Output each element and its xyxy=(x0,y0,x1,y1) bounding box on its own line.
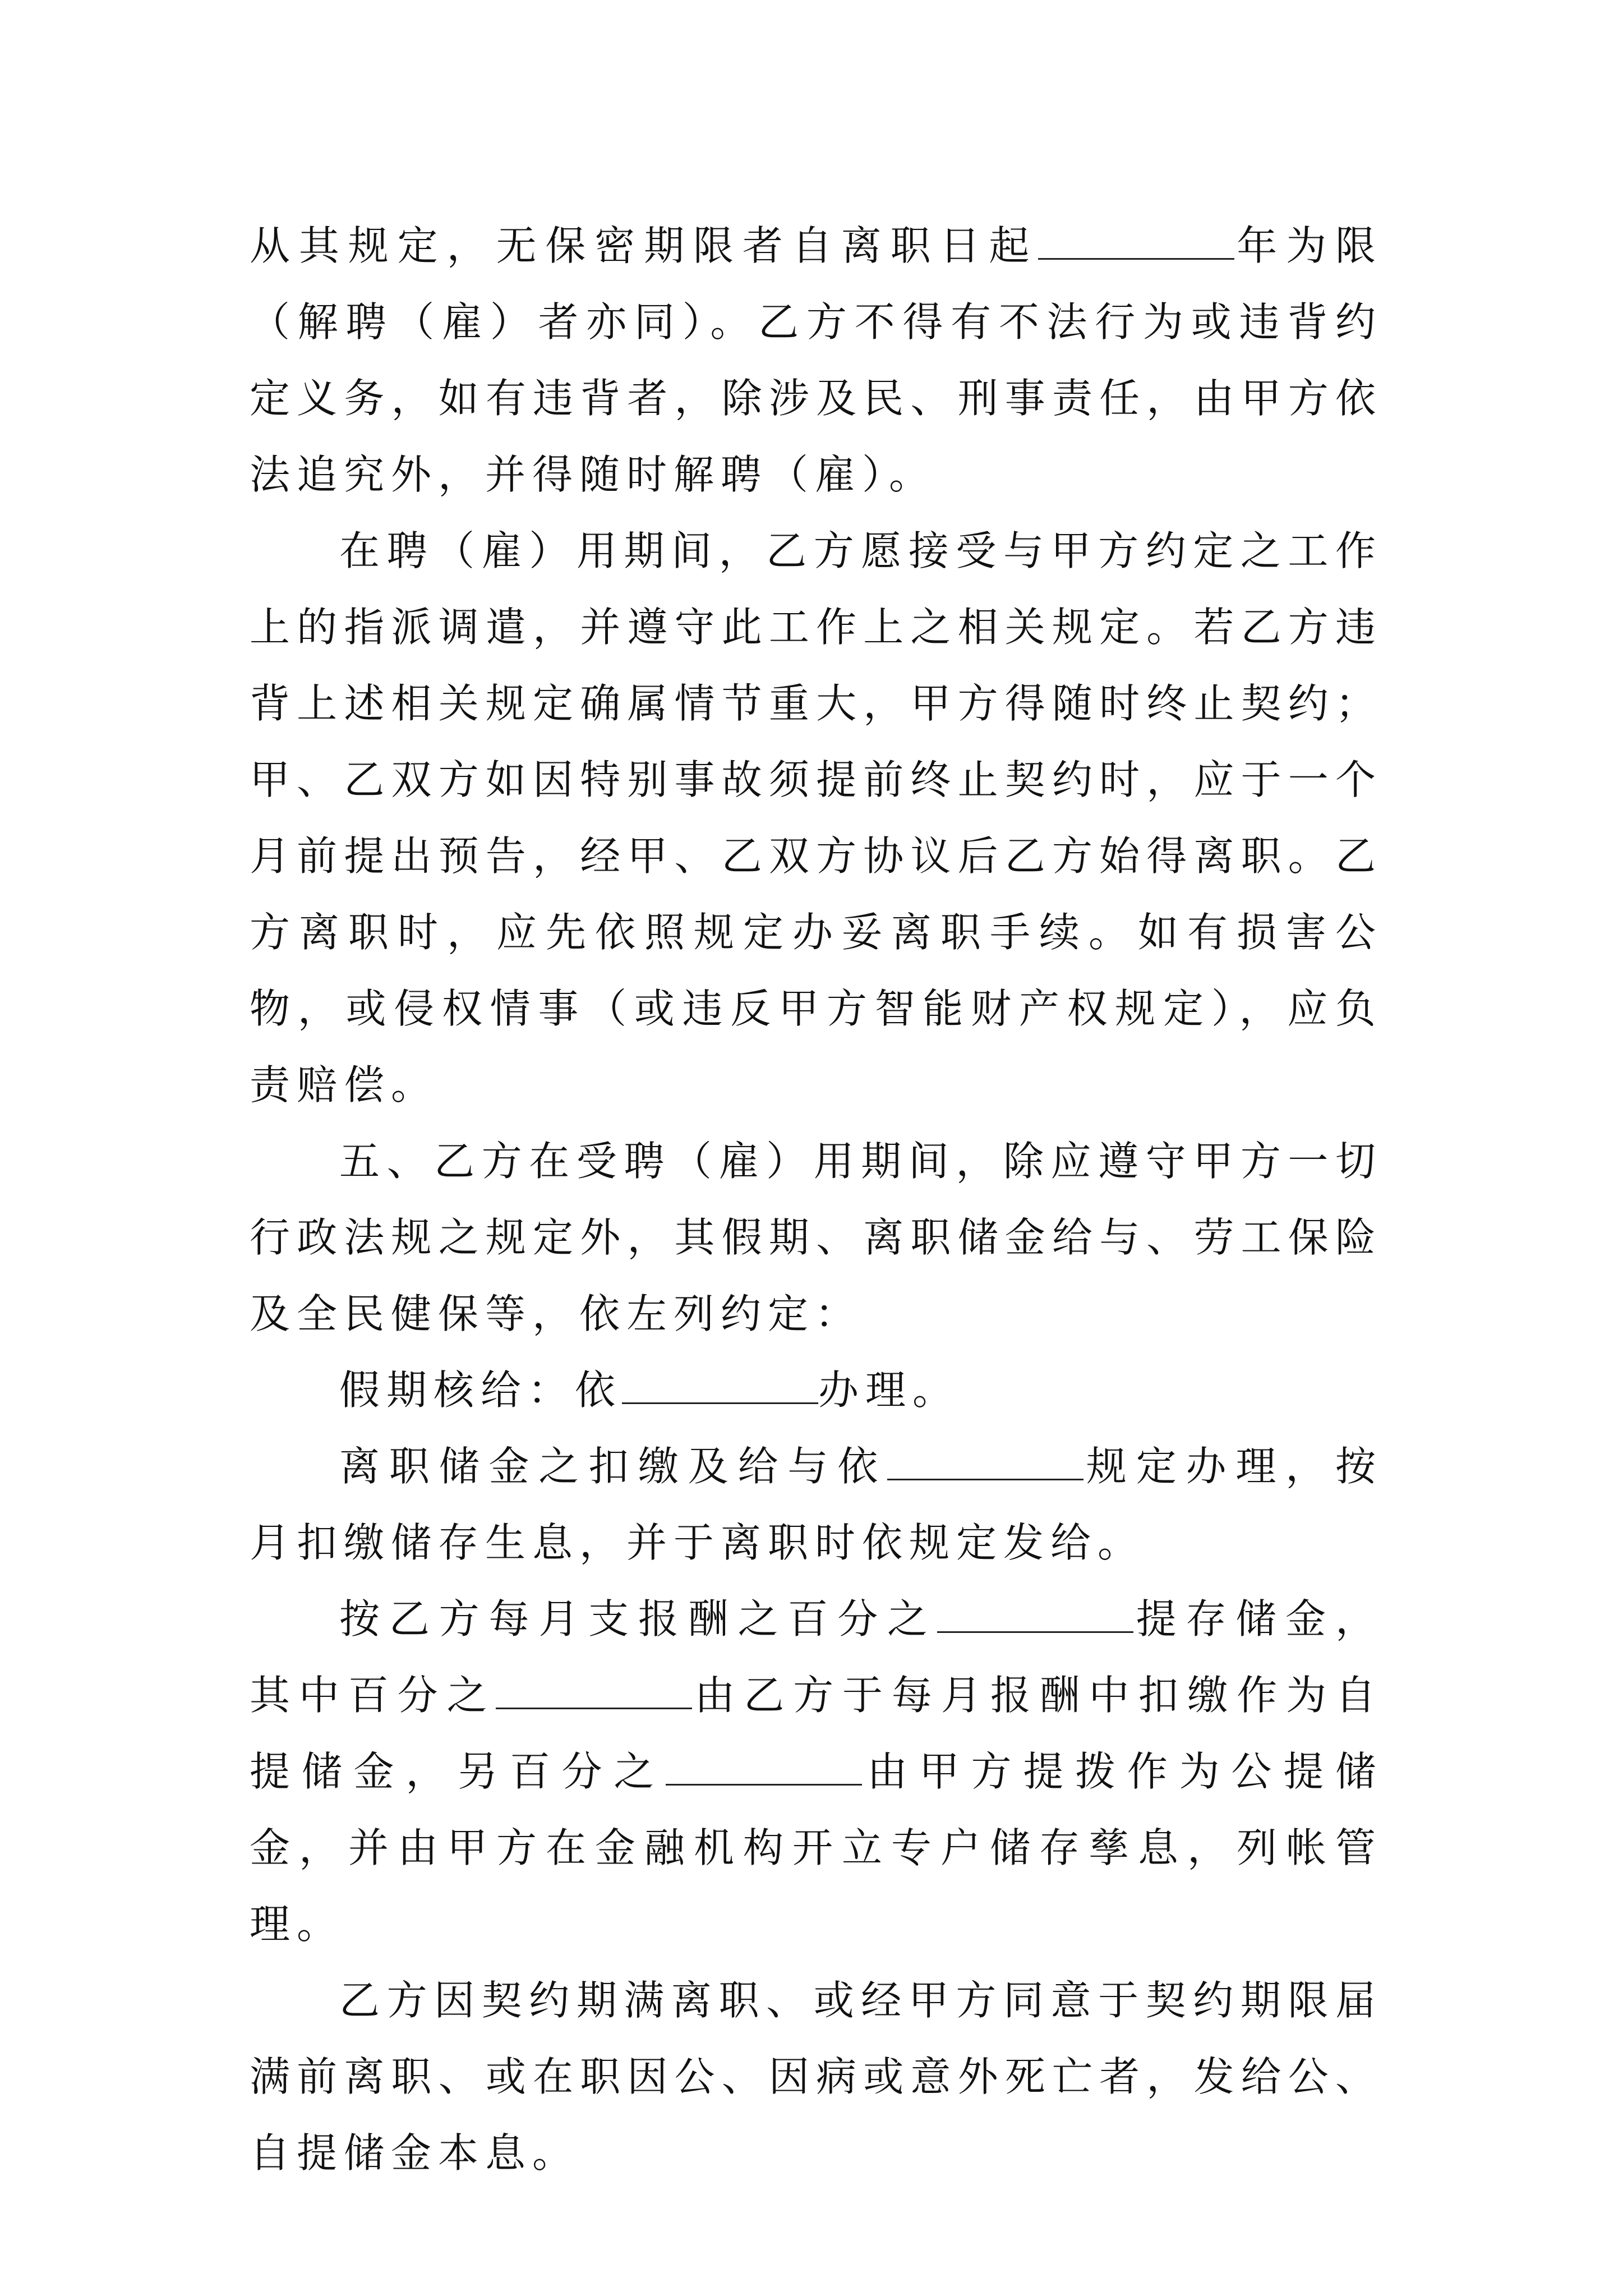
blank-field-years[interactable] xyxy=(1038,222,1234,260)
paragraph-text: 由乙方于每月报酬中扣缴作为自提储金，另百分之 xyxy=(250,1672,1382,1795)
paragraph-text: 离职储金之扣缴及给与依 xyxy=(339,1443,888,1490)
paragraph-text: 办理。 xyxy=(818,1366,960,1414)
paragraph-text: 提存储金，其中百分之 xyxy=(250,1595,1382,1719)
paragraph-assignment: 在聘（雇）用期间，乙方愿接受与甲方约定之工作上的指派调遣，并遵守此工作上之相关规定。若乙方违背上述相关规定确属情节重大，甲方得随时终止契约；甲、乙双方如因特别事故须提前终止契约时，应于一个月前提出预告，经甲、乙双方协议后乙方始得离职。乙方离职时，应先依照规定办妥离职手续。如有损害公物，或侵权情事（或违反甲方智能财产权规定），应负责赔偿。 xyxy=(250,527,1382,1108)
blank-field-employer-percent[interactable] xyxy=(666,1748,862,1786)
paragraph-severance-fund xyxy=(250,1428,1382,1581)
paragraph-fund-percentages xyxy=(250,1581,1382,1962)
paragraph-fund-payout: 乙方因契约期满离职、或经甲方同意于契约期限届满前离职、或在职因公、因病或意外死亡者，发给公、自提储金本息。 xyxy=(250,1977,1382,2177)
blank-field-employee-percent[interactable] xyxy=(496,1672,692,1709)
paragraph-text: 年为限（解聘（雇）者亦同）。乙方不得有不法行为或违背约定义务，如有违背者，除涉及民、刑事责任，由甲方依法追究外，并得随时解聘（雇）。 xyxy=(250,222,1382,498)
paragraph-leave xyxy=(250,1352,1382,1428)
blank-field-total-percent[interactable] xyxy=(937,1595,1133,1633)
paragraph-text: 从其规定，无保密期限者自离职日起 xyxy=(250,222,1039,269)
document-body xyxy=(250,208,1382,2191)
paragraph-text: 假期核给：依 xyxy=(339,1366,623,1414)
blank-field-severance-rule[interactable] xyxy=(887,1443,1083,1480)
paragraph-text: 规定办理，按月扣缴储存生息，并于离职时依规定发给。 xyxy=(250,1443,1382,1566)
paragraph-confidentiality xyxy=(250,208,1382,513)
paragraph-clause-five: 五、乙方在受聘（雇）用期间，除应遵守甲方一切行政法规之规定外，其假期、离职储金给与、劳工保险及全民健保等，依左列约定： xyxy=(250,1138,1382,1337)
paragraph-text: 按乙方每月支报酬之百分之 xyxy=(339,1595,937,1642)
blank-field-leave-basis[interactable] xyxy=(622,1366,818,1404)
paragraph-text: 由甲方提拨作为公提储金，并由甲方在金融机构开立专户储存孳息，列帐管理。 xyxy=(250,1748,1382,1948)
